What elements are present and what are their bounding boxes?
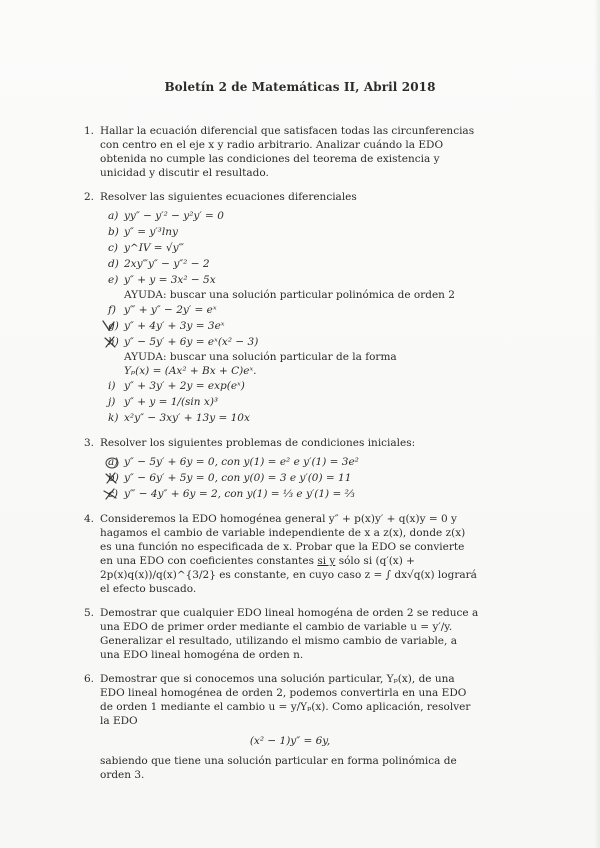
problem-number: 4. [84, 513, 95, 525]
subproblem-f [100, 302, 480, 318]
item-label: c) [108, 242, 118, 254]
problem-number: 6. [84, 673, 95, 685]
problem-list [84, 124, 480, 792]
subproblem-h [100, 334, 480, 350]
subproblem-a [100, 208, 480, 224]
item-equation: y″ + y = 3x² − 5x [124, 274, 216, 286]
hint-note: AYUDA: buscar una solución particular de la forma [124, 351, 397, 363]
problem-number: 5. [84, 607, 95, 619]
item-label: a) [108, 456, 119, 468]
item-label: i) [108, 380, 116, 392]
problem-text: Demostrar que si conocemos una solución particular, Yₚ(x), de una EDO lineal homogénea de orden 2, podemos convertirla en una EDO de orden 1 mediante el cambio u = y/Yₚ(x). Como aplicación, resolver la EDO [100, 673, 471, 727]
scan-shadow-edge [594, 0, 600, 848]
subproblem-b [100, 224, 480, 240]
subproblem-c [100, 240, 480, 256]
underlined-text: si y [317, 555, 336, 567]
problem-number: 1. [84, 125, 95, 137]
problem-intro: Resolver las siguientes ecuaciones diferenciales [100, 191, 357, 203]
subproblem-list [100, 208, 480, 426]
problem-1 [84, 124, 480, 180]
problem-text [100, 512, 480, 596]
subproblem-b [100, 470, 480, 486]
item-label: d) [108, 258, 119, 270]
problem-2 [84, 190, 480, 426]
item-label: j) [108, 396, 116, 408]
item-label: b) [108, 226, 119, 238]
problem-intro: Resolver los siguientes problemas de condiciones iniciales: [100, 437, 416, 449]
problem-5 [84, 606, 480, 662]
item-equation: y″ − 5y′ + 6y = eˣ(x² − 3) [124, 336, 259, 348]
subproblem-g [100, 318, 480, 334]
problem-number: 2. [84, 191, 95, 203]
item-label: g) [108, 320, 119, 332]
item-label: k) [108, 412, 119, 424]
item-equation: yy″ − y′² − y²y′ = 0 [124, 210, 224, 222]
problem-4 [84, 512, 480, 596]
item-label: a) [108, 210, 119, 222]
hint-note: AYUDA: buscar una solución particular polinómica de orden 2 [124, 289, 455, 301]
subproblem-list [100, 454, 480, 502]
problem-text-part: Consideremos la EDO homogénea general y″ + p(x)y′ + q(x)y = 0 y hagamos el cambio de variable independiente de x a z(x), donde z(x) es una función no especificada de x. Probar que la EDO se convierte en una EDO con coeficientes constantes [100, 513, 466, 567]
item-equation: y″ = y′³lny [124, 226, 178, 238]
item-equation: y″ + 4y′ + 3y = 3eˣ [124, 320, 225, 332]
item-equation: y″ + y = 1/(sin x)³ [124, 396, 219, 408]
item-equation: 2xy‴y″ − y″² − 2 [124, 258, 210, 270]
item-equation: x²y″ − 3xy′ + 13y = 10x [124, 412, 250, 424]
problem-text: Hallar la ecuación diferencial que satisfacen todas las circunferencias con centro en el eje x y radio arbitrario. Analizar cuándo la EDO obtenida no cumple las condiciones del teorema de existencia y unicidad y discutir el resultado. [100, 125, 475, 179]
display-equation: (x² − 1)y″ = 6y, [249, 735, 331, 747]
subproblem-k [100, 410, 480, 426]
subproblem-j [100, 394, 480, 410]
item-equation: y^IV = √y‴ [124, 242, 185, 254]
subproblem-c [100, 486, 480, 502]
item-equation: y‴ + y″ − 2y′ = eˣ [124, 304, 217, 316]
problem-number: 3. [84, 437, 95, 449]
item-label: h) [108, 336, 119, 348]
item-label: e) [108, 274, 119, 286]
hint-formula: Yₚ(x) = (Ax² + Bx + C)eˣ. [124, 365, 257, 377]
problem-3 [84, 436, 480, 502]
subproblem-d [100, 256, 480, 272]
subproblem-a [100, 454, 480, 470]
item-label: c) [108, 488, 118, 500]
problem-text-part: sólo si (q′(x) + 2p(x)q(x))/q(x)^{3/2} es constante, en cuyo caso z = ∫ dx√q(x) logrará el efecto buscado. [100, 555, 477, 595]
problem-6 [84, 672, 480, 782]
item-equation: y‴ − 4y″ + 6y = 2, con y(1) = ⅓ e y′(1) = ⅔ [124, 488, 355, 500]
item-equation: y″ − 6y′ + 5y = 0, con y(0) = 3 e y′(0) = 11 [124, 472, 352, 484]
item-label: f) [108, 304, 116, 316]
item-equation: y″ + 3y′ + 2y = exp(eˣ) [124, 380, 245, 392]
subproblem-i [100, 378, 480, 394]
item-equation: y″ − 5y′ + 6y = 0, con y(1) = e² e y′(1) = 3e² [124, 456, 359, 468]
subproblem-e [100, 272, 480, 288]
problem-closing: sabiendo que tiene una solución particular en forma polinómica de orden 3. [100, 755, 457, 781]
document-title: Boletín 2 de Matemáticas II, Abril 2018 [164, 80, 436, 94]
problem-text: Demostrar que cualquier EDO lineal homogéna de orden 2 se reduce a una EDO de primer order mediante el cambio de variable u = y′/y. Generalizar el resultado, utilizando el mismo cambio de variable, a una EDO lineal homogéna de orden n. [100, 607, 479, 661]
item-label: b) [108, 472, 119, 484]
